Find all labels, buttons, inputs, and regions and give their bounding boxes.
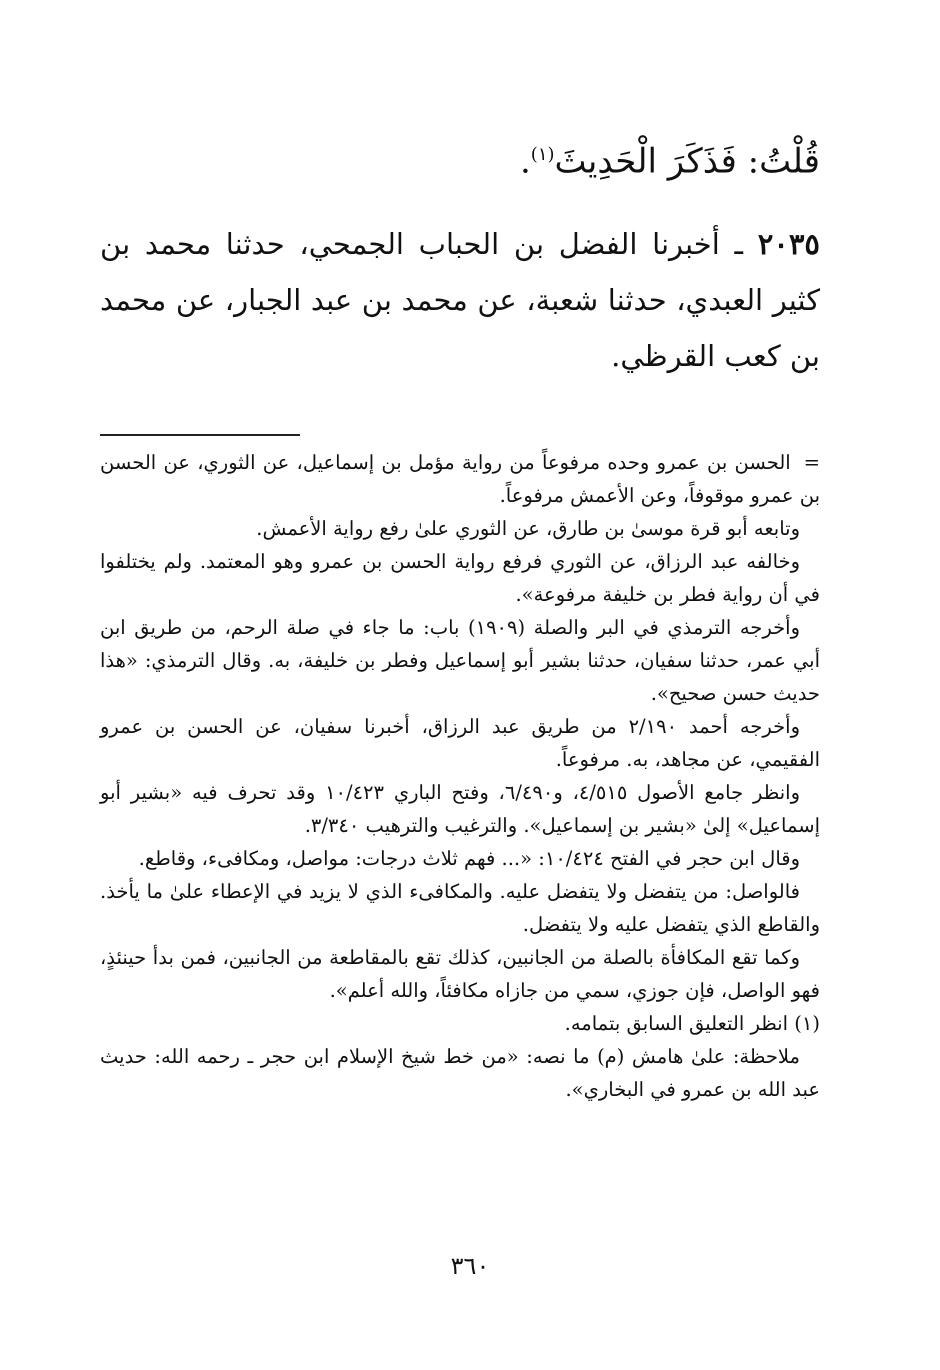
footnote-text: وانظر جامع الأصول ٤/٥١٥، و٦/٤٩٠، وفتح الباري ١٠/٤٢٣ وقد تحرف فيه «بشير أبو إسماعيل» إلىٰ «بشير بن إسماعيل». والترغيب والترهيب ٣/٣٤٠. [100, 781, 820, 838]
footnote-text: وأخرجه أحمد ٢/١٩٠ من طريق عبد الرزاق، أخبرنا سفيان، عن الحسن بن عمرو الفقيمي، عن مجاهد، به. مرفوعاً. [100, 715, 820, 772]
footnote-text: وتابعه أبو قرة موسىٰ بن طارق، عن الثوري علىٰ رفع رواية الأعمش. [256, 517, 800, 541]
footnote-paragraph [100, 710, 820, 776]
footnote-text: وقال ابن حجر في الفتح ١٠/٤٢٤: «... فهم ثلاث درجات: مواصل، ومكافىء، وقاطع. [138, 847, 800, 871]
heading-end: . [519, 141, 531, 182]
heading [100, 130, 820, 186]
footnote-divider [100, 434, 300, 436]
heading-text: قُلْتُ: فَذَكَرَ الْحَدِيثَ [554, 141, 820, 182]
footnote-paragraph [100, 611, 820, 710]
hadith-paragraph [100, 216, 820, 384]
footnote-paragraph [100, 842, 820, 875]
page-content [100, 130, 820, 1106]
footnote-paragraph [100, 446, 820, 512]
footnote-paragraph [100, 776, 820, 842]
hadith-text: ـ أخبرنا الفضل بن الحباب الجمحي، حدثنا محمد بن كثير العبدي، حدثنا شعبة، عن محمد بن عبد الجبار، عن محمد بن كعب القرظي. [100, 227, 820, 374]
heading-footnote-ref[interactable]: (١) [530, 144, 555, 165]
hadith-number: ٢٠٣٥ [757, 227, 821, 262]
footnote-text: الحسن بن عمرو وحده مرفوعاً من رواية مؤمل بن إسماعيل، عن الثوري، عن الحسن بن عمرو موقوفاً، وعن الأعمش مرفوعاً. [100, 451, 820, 508]
footnote-paragraph [100, 512, 820, 545]
footnote-text: فالواصل: من يتفضل ولا يتفضل عليه. والمكافىء الذي لا يزيد في الإعطاء علىٰ ما يأخذ. والقاطع الذي يتفضل عليه ولا يتفضل. [100, 880, 820, 937]
footnote-text: وخالفه عبد الرزاق، عن الثوري فرفع رواية الحسن بن عمرو وهو المعتمد. ولم يختلفوا في أن رواية فطر بن خليفة مرفوعة». [100, 550, 820, 607]
footnote-paragraph [100, 1007, 820, 1040]
page-number: ٣٦٠ [450, 1252, 490, 1280]
footnote-text: ملاحظة: علىٰ هامش (م) ما نصه: «من خط شيخ الإسلام ابن حجر ـ رحمه الله: حديث عبد الله بن عمرو في البخاري». [100, 1045, 820, 1102]
footnote-marker: = [803, 451, 820, 475]
footnote-text: وأخرجه الترمذي في البر والصلة (١٩٠٩) باب: ما جاء في صلة الرحم، من طريق ابن أبي عمر، حدثنا سفيان، حدثنا بشير أبو إسماعيل وفطر بن خليفة، به. وقال الترمذي: «هذا حديث حسن صحيح». [100, 616, 820, 706]
footnote-paragraph [100, 1040, 820, 1106]
footnotes [100, 446, 820, 1106]
footnote-paragraph [100, 545, 820, 611]
footnote-text: وكما تقع المكافأة بالصلة من الجانبين، كذلك تقع بالمقاطعة من الجانبين، فمن بدأ حينئذٍ، فهو الواصل، فإن جوزي، سمي من جازاه مكافئاً، والله أعلم». [100, 946, 820, 1003]
footnote-text: انظر التعليق السابق بتمامه. [564, 1012, 789, 1036]
footnote-paragraph [100, 875, 820, 941]
footnote-paragraph [100, 941, 820, 1007]
footnote-marker: (١) [794, 1012, 820, 1036]
